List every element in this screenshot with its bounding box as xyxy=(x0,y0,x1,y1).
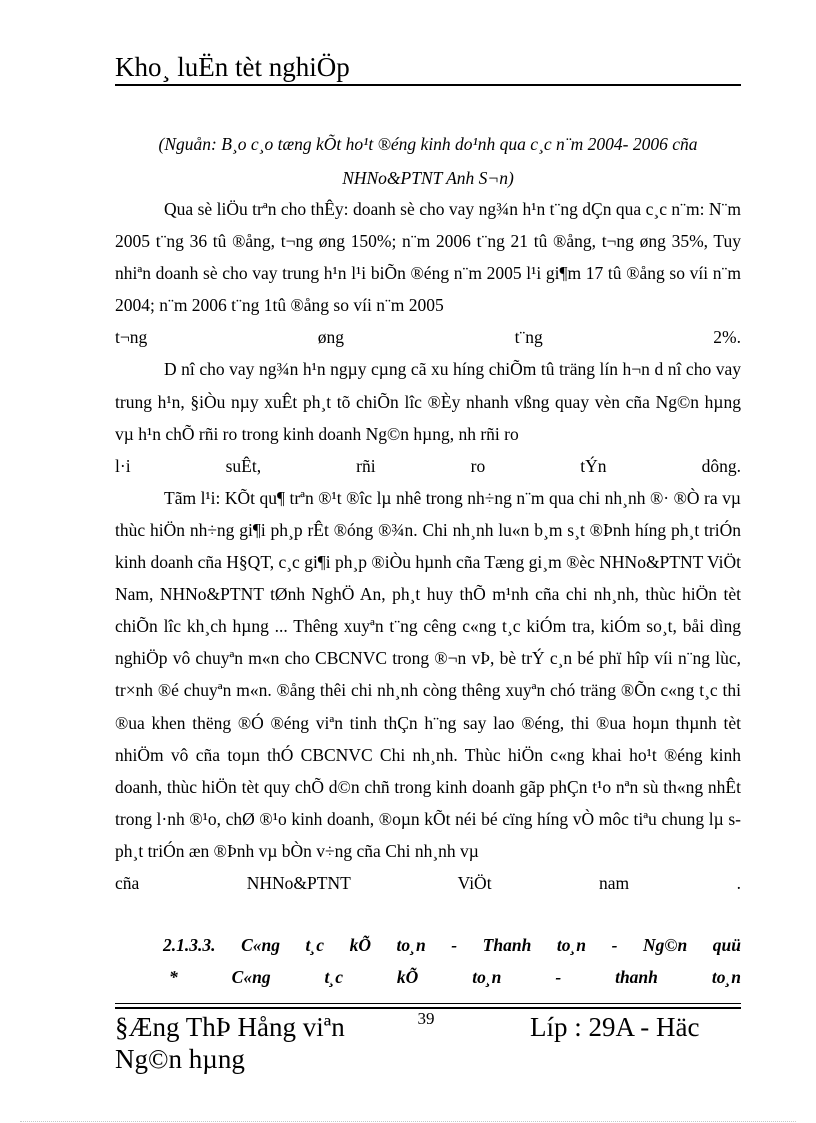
header-divider xyxy=(115,84,741,86)
table-source-note xyxy=(115,127,741,195)
source-line-2: NHNo&PTNT Anh S¬n) xyxy=(342,168,514,188)
paragraph-3-line-4: Tæng gi¸m ®èc NHNo&PTNT ViÖt Nam, NHNo&PTNT tØnh NghÖ An, ph¸t xyxy=(115,552,741,605)
paragraph-2-line-3: vèn cña Ng©n hµng vµ h¹n chÕ rñi ro trong kinh doanh Ng©n hµng, nh rñi ro xyxy=(115,391,742,444)
page-header-title: Kho¸ luËn tèt nghiÖp xyxy=(115,52,350,82)
paragraph-3-line-11: kinh doanh, thùc hiÖn tèt quy chÕ d©n chñ trong kinh doanh gãp phÇn t¹o nªn xyxy=(115,744,741,797)
section-subheading: * C«ng t¸c kÕ to¸n - thanh to¸n xyxy=(169,967,741,987)
footer-author: §Æng ThÞ Hång viªn Ng©n hµng xyxy=(115,1012,345,1074)
paragraph-1-line-1: Qua sè liÖu trªn cho thÊy: doanh sè cho vay ng¾n h¹n t¨ng dÇn qua c¸c xyxy=(164,199,672,219)
paragraph-2-line-2: nî cho vay trung h¹n, §iÒu nµy xuÊt ph¸t tõ chiÕn lîc ®Èy nhanh vßng quay xyxy=(115,359,741,412)
section-heading xyxy=(163,929,741,993)
paragraph-1-line-3: t¬ng øng 35%, Tuy nhiªn doanh sè cho vay trung h¹n l¹i biÕn ®éng n¨m 2005 xyxy=(115,231,741,284)
paragraph-1-line-2: n¨m: N¨m 2005 t¨ng 36 tû ®ång, t¬ng øng 150%; n¨m 2006 t¨ng 21 tû ®ång, xyxy=(115,199,741,252)
paragraph-1-last-line: t¬ng øng t¨ng 2%. xyxy=(115,327,741,348)
paragraph-3-line-13: vÒ môc tiªu chung lµ s ph¸t triÓn æn ®Þnh vµ bÒn v÷ng cña Chi nh¸nh vµ xyxy=(115,808,741,861)
paragraph-1-line-4: l¹i gi¶m 17 tû ®ång so víi n¨m 2004; n¨m 2006 t¨ng 1tû ®ång so víi n¨m 2005 xyxy=(115,263,741,316)
footer-class: Líp : 29A - Häc xyxy=(530,1012,700,1042)
paragraph-3-line-9: khen thëng ®Ó ®éng viªn tinh thÇn h¨ng say lao ®éng, thi ®ua hoµn thµnh tèt xyxy=(151,712,741,733)
section-heading-title: 2.1.3.3. C«ng t¸c kÕ to¸n - Thanh to¸n - Ng©n quü xyxy=(163,935,741,955)
paragraph-3-line-6: xuyªn t¨ng cêng c«ng t¸c kiÓm tra, kiÓm so¸t, båi dìng nghiÖp vô chuyªn m«n xyxy=(115,616,742,669)
page-edge-dotted-line xyxy=(20,1121,796,1122)
paragraph-2 xyxy=(115,353,741,449)
paragraph-3-line-1: Tãm l¹i: KÕt qu¶ trªn ®¹t ®îc lµ nhê trong nh÷ng n¨m qua chi nh¸nh ®· xyxy=(164,487,674,508)
paragraph-2-line-1: D nî cho vay ng¾n h¹n ngµy cµng cã xu híng chiÕm tû träng lín h¬n d xyxy=(164,359,668,380)
paragraph-3-line-3: ®Þnh híng ph¸t triÓn kinh doanh cña H§QT, c¸c gi¶i ph¸p ®iÒu hµnh cña xyxy=(115,519,741,573)
page-number: 39 xyxy=(417,1009,435,1028)
paragraph-3-last-line: cña NHNo&PTNT ViÖt nam . xyxy=(115,872,741,893)
paragraph-3-line-10: nhiÖm vô cña toµn thÓ CBCNVC Chi nh¸nh. Thùc hiÖn c«ng khai ho¹t ®éng xyxy=(115,744,710,765)
paragraph-2-last-line: l·i suÊt, rñi ro tÝn dông. xyxy=(115,455,741,476)
footer-divider-thin xyxy=(115,1003,741,1004)
source-line-1: (Nguån: B¸o c¸o tæng kÕt ho¹t ®éng kinh do¹nh qua c¸c n¨m 2004- 2006 cña xyxy=(158,134,698,154)
paragraph-3-line-12: sù th«ng nhÊt trong l·nh ®¹o, chØ ®¹o kinh doanh, ®oµn kÕt néi bé cïng híng xyxy=(115,776,741,829)
paragraph-3 xyxy=(115,482,741,867)
body-text xyxy=(115,193,741,899)
paragraph-3-line-5: huy thÕ m¹nh cña chi nh¸nh, thùc hiÖn tèt chiÕn lîc kh¸ch hµng ... Thêng xyxy=(115,584,741,637)
paragraph-3-line-2: ®Ò ra vµ thùc hiÖn nh÷ng gi¶i ph¸p rÊt ®óng ®¾n. Chi nh¸nh lu«n b¸m s¸t xyxy=(115,487,741,540)
paragraph-1 xyxy=(115,193,741,321)
paragraph-3-line-7: cho CBCNVC trong ®¬n vÞ, bè trÝ c¸n bé phï hîp víi n¨ng lùc, tr×nh ®é chuyªn xyxy=(115,648,741,701)
paragraph-3-line-8: m«n. ®ång thêi chi nh¸nh còng thêng xuyªn chó träng ®Õn c«ng t¸c thi ®ua xyxy=(115,680,741,733)
